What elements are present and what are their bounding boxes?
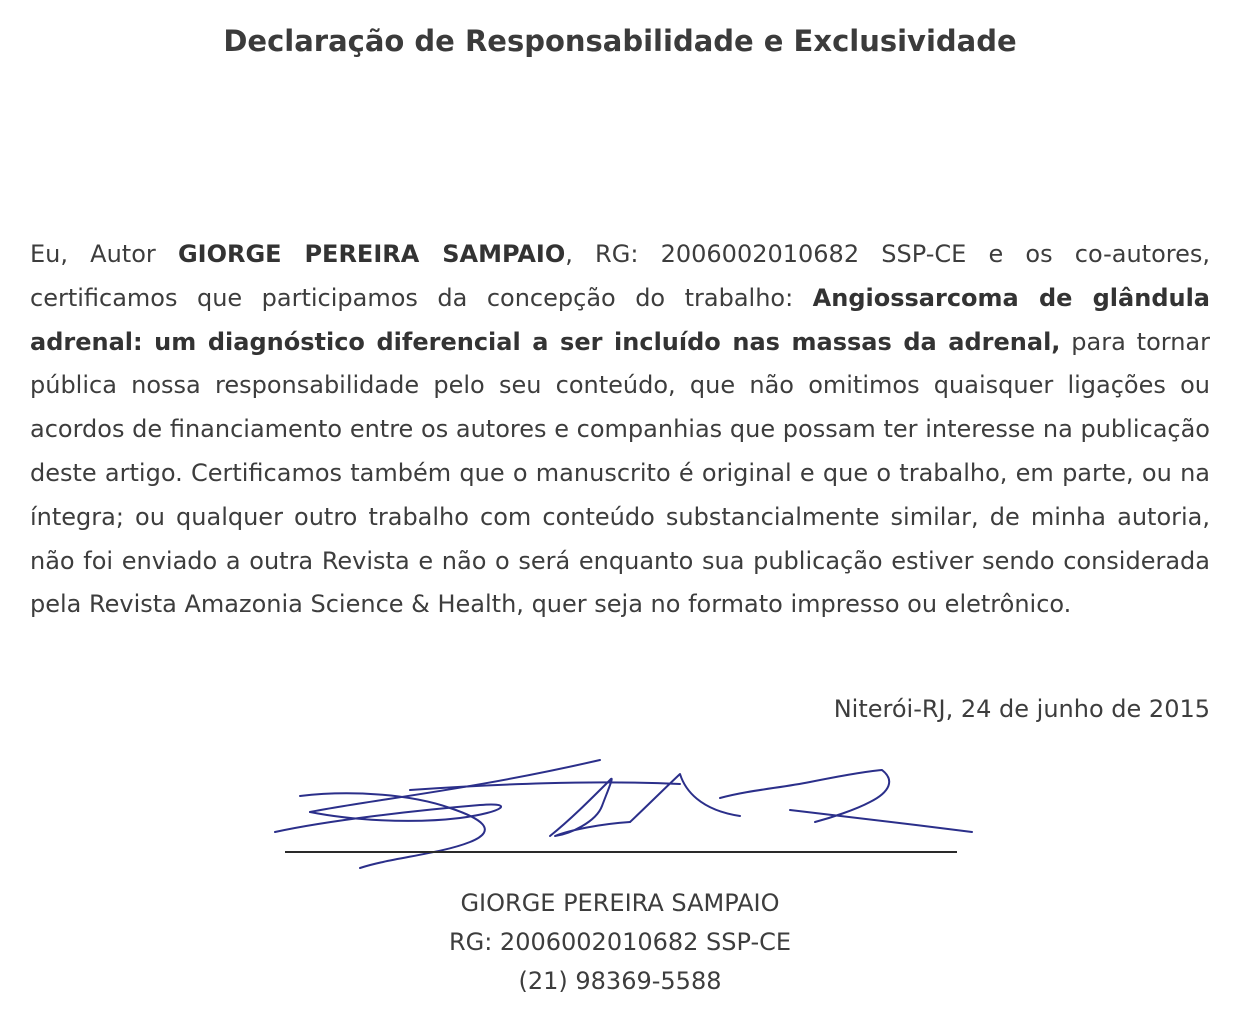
paragraph-text-3: para tornar pública nossa responsabilidade pelo seu conteúdo, que não omitimos quaisquer ligações ou acordos de financiamento entre os autores e companhias que possam ter interesse na publicação deste artigo. Certificamos também que o manuscrito é original e que o trabalho, em parte, ou na íntegra; ou qualquer outro trabalho com conteúdo substancialmente similar, de minha autoria, não foi enviado a outra Revista e não o será enquanto sua publicação estiver sendo considerada pela Revista Amazonia Science & Health, quer seja no formato impresso ou eletrônico. xyxy=(30,327,1210,619)
author-name-bold: GIORGE PEREIRA SAMPAIO xyxy=(177,240,566,268)
signer-name: GIORGE PEREIRA SAMPAIO xyxy=(460,889,780,917)
declaration-paragraph xyxy=(30,233,1210,627)
document-title: Declaração de Responsabilidade e Exclusividade xyxy=(223,24,1017,58)
signer-rg: RG: 2006002010682 SSP-CE xyxy=(448,928,792,956)
signature-line xyxy=(285,851,957,853)
paragraph-text-1: Eu, Autor xyxy=(30,240,178,268)
place-date: Niterói-RJ, 24 de junho de 2015 xyxy=(833,695,1210,723)
paragraph-text-2: , RG: 2006002010682 SSP-CE e os co-autores, certificamos que participamos da concepção do trabalho: xyxy=(30,240,1210,312)
signature-block xyxy=(0,884,1240,1001)
signer-phone: (21) 98369-5588 xyxy=(518,967,722,995)
article-title-bold: Angiossarcoma de glândula adrenal: um diagnóstico diferencial a ser incluído nas massas da adrenal, xyxy=(30,283,1211,356)
